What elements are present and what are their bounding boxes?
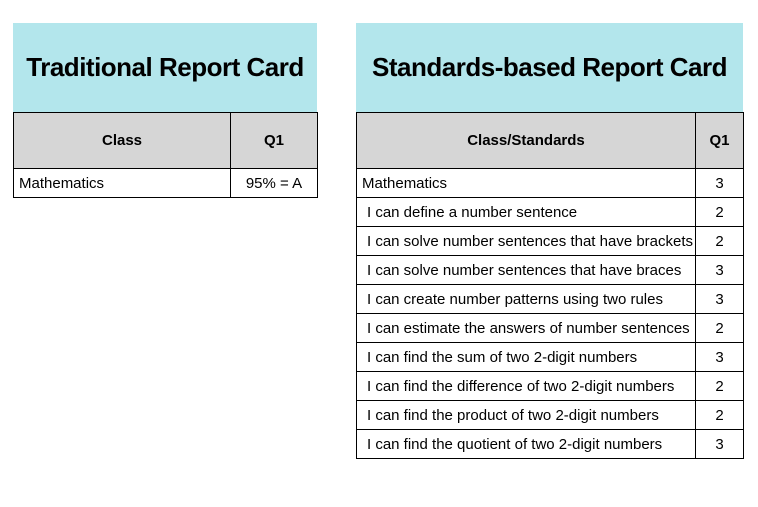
table-row [357, 285, 744, 314]
standard-name: I can find the quotient of two 2-digit numbers [357, 430, 696, 459]
standard-name: I can estimate the answers of number sentences [357, 314, 696, 343]
column-header-class: Class [14, 113, 231, 169]
table-row [14, 169, 318, 198]
column-header-q1: Q1 [696, 113, 744, 169]
standards-header-row [357, 113, 744, 169]
class-name: Mathematics [14, 169, 231, 198]
table-row [357, 256, 744, 285]
class-name: Mathematics [357, 169, 696, 198]
standard-name: I can find the sum of two 2-digit numbers [357, 343, 696, 372]
standards-report-card [356, 23, 743, 459]
q1-score: 2 [696, 372, 744, 401]
table-row [357, 169, 744, 198]
standards-table [356, 112, 744, 459]
q1-score: 3 [696, 343, 744, 372]
q1-grade: 95% = A [231, 169, 318, 198]
table-row [357, 372, 744, 401]
standard-name: I can create number patterns using two rules [357, 285, 696, 314]
table-row [357, 401, 744, 430]
table-row [357, 314, 744, 343]
traditional-card-title: Traditional Report Card [13, 23, 317, 112]
traditional-header-row [14, 113, 318, 169]
standard-name: I can find the product of two 2-digit numbers [357, 401, 696, 430]
q1-score: 3 [696, 285, 744, 314]
traditional-report-card [13, 23, 317, 198]
column-header-class-standards: Class/Standards [357, 113, 696, 169]
table-row [357, 227, 744, 256]
q1-score: 3 [696, 256, 744, 285]
standard-name: I can define a number sentence [357, 198, 696, 227]
standard-name: I can solve number sentences that have brackets [357, 227, 696, 256]
table-row [357, 430, 744, 459]
q1-score: 2 [696, 401, 744, 430]
column-header-q1: Q1 [231, 113, 318, 169]
standard-name: I can solve number sentences that have braces [357, 256, 696, 285]
q1-score: 3 [696, 169, 744, 198]
q1-score: 2 [696, 227, 744, 256]
standards-card-title: Standards-based Report Card [356, 23, 743, 112]
q1-score: 2 [696, 314, 744, 343]
table-row [357, 198, 744, 227]
traditional-table [13, 112, 318, 198]
q1-score: 3 [696, 430, 744, 459]
standard-name: I can find the difference of two 2-digit numbers [357, 372, 696, 401]
q1-score: 2 [696, 198, 744, 227]
table-row [357, 343, 744, 372]
